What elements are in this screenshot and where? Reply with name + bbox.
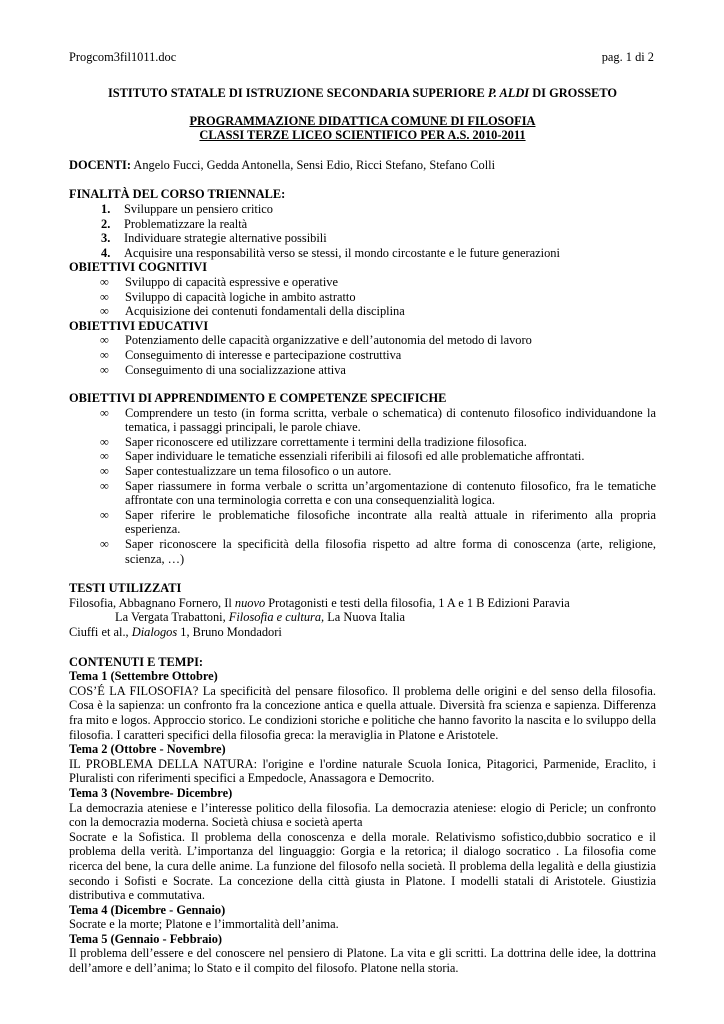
list-item: ∞ Sviluppo di capacità espressive e operative	[100, 274, 338, 289]
testi-line-3: Ciuffi et al., Dialogos 1, Bruno Mondadori	[69, 625, 282, 639]
list-item: ∞ Potenziamento delle capacità organizzative e dell’autonomia del metodo di lavoro	[100, 333, 532, 348]
school-heading: ISTITUTO STATALE DI ISTRUZIONE SECONDARIA SUPERIORE P. ALDI DI GROSSETO	[107, 86, 618, 100]
infinity-bullet-icon: ∞	[100, 333, 109, 348]
infinity-bullet-icon: ∞	[100, 507, 109, 522]
educativi-heading: OBIETTIVI EDUCATIVI	[69, 318, 209, 333]
list-item: 3. Individuare strategie alternative possibili	[101, 231, 327, 246]
infinity-bullet-icon: ∞	[100, 362, 109, 377]
list-item: ∞ Conseguimento di interesse e partecipazione costruttiva	[100, 347, 402, 362]
docenti-label: DOCENTI:	[69, 157, 131, 172]
title-line-2: CLASSI TERZE LICEO SCIENTIFICO PER A.S. 2010-2011	[199, 128, 526, 143]
tema-paragraph: IL PROBLEMA DELLA NATURA: l'origine e l'ordine naturale Scuola Ionica, Pitagorici, Parmenide, Eraclito, i Pluralisti con riferimenti specifici a Empedocle, Anassagora e Democrito.	[69, 756, 656, 786]
cognitivi-heading: OBIETTIVI COGNITIVI	[69, 260, 208, 275]
finalita-list	[69, 202, 656, 260]
infinity-bullet-icon: ∞	[100, 478, 109, 493]
tema-title: Tema 2 (Ottobre - Novembre)	[69, 742, 226, 757]
tema-title: Tema 3 (Novembre- Dicembre)	[69, 785, 233, 800]
list-item: 4. Acquisire una responsabilità verso se stessi, il mondo circostante e le future generazioni	[101, 245, 560, 260]
infinity-bullet-icon: ∞	[100, 405, 109, 420]
school-name: P. ALDI	[487, 86, 530, 100]
list-item: 1. Sviluppare un pensiero critico	[101, 201, 273, 216]
educativi-list	[69, 333, 656, 377]
title-line-1: PROGRAMMAZIONE DIDATTICA COMUNE DI FILOSOFIA	[189, 113, 536, 128]
document-body	[69, 86, 656, 976]
tema-title: Tema 5 (Gennaio - Febbraio)	[69, 931, 223, 946]
infinity-bullet-icon: ∞	[100, 289, 109, 304]
infinity-bullet-icon: ∞	[100, 464, 109, 479]
docenti-names: Angelo Fucci, Gedda Antonella, Sensi Edio, Ricci Stefano, Stefano Colli	[130, 157, 496, 172]
tema-paragraph: COS’É LA FILOSOFIA? La specificità del pensare filosofico. Il problema delle origini e del senso della filosofia. Cosa è la sapienza: un confronto fra la concezione antica e quella attuale. Diversità fra scienza e sapienza. Differenza fra mito e logos. Approccio storico. Le condizioni storiche e politiche che hanno favorito la nascita e lo sviluppo della filosofia. I caratteri specifici della filosofia greca: la meraviglia in Platone e Aristotele.	[69, 683, 656, 742]
list-item: 2. Problematizzare la realtà	[101, 216, 248, 231]
list-item: ∞ Saper contestualizzare un tema filosofico o un autore.	[100, 464, 392, 479]
list-item: ∞ Saper riconoscere ed utilizzare correttamente i termini della tradizione filosofica.	[100, 434, 527, 449]
apprendimento-heading: OBIETTIVI DI APPRENDIMENTO E COMPETENZE SPECIFICHE	[69, 391, 447, 406]
tema-title: Tema 4 (Dicembre - Gennaio)	[69, 902, 226, 917]
list-item: ∞ Saper riferire le problematiche filosofiche incontrate alla realtà attuale in riferimento alla propria esperienza.	[100, 507, 656, 537]
docenti	[69, 158, 656, 173]
list-item: ∞ Saper riassumere in forma verbale o scritta un’argomentazione di contenuto filosofico, fra le tematiche affrontate con una terminologia corretta e con una consequenzialità logica.	[100, 478, 656, 508]
infinity-bullet-icon: ∞	[100, 347, 109, 362]
infinity-bullet-icon: ∞	[100, 304, 109, 319]
testi-line-2: La Vergata Trabattoni, Filosofia e cultura, La Nuova Italia	[115, 610, 405, 625]
list-item: ∞ Saper riconoscere la specificità della filosofia rispetto ad altre forma di conoscenza (arte, religione, scienza, …)	[100, 537, 656, 566]
list-item: ∞ Conseguimento di una socializzazione attiva	[100, 362, 346, 377]
cognitivi-list	[69, 275, 656, 319]
header-page-number: pag. 1 di 2	[601, 50, 654, 64]
tema-title: Tema 1 (Settembre Ottobre)	[69, 669, 218, 684]
infinity-bullet-icon: ∞	[100, 449, 109, 464]
header-filename: Progcom3fil1011.doc	[69, 50, 177, 64]
list-item: ∞ Sviluppo di capacità logiche in ambito astratto	[100, 289, 356, 304]
testi-heading: TESTI UTILIZZATI	[69, 581, 182, 596]
list-item: ∞ Acquisizione dei contenuti fondamentali della disciplina	[100, 304, 405, 319]
infinity-bullet-icon: ∞	[100, 274, 109, 289]
infinity-bullet-icon: ∞	[100, 434, 109, 449]
list-item: ∞ Comprendere un testo (in forma scritta, verbale o schematica) di contenuto filosofico individuandone la tematica, i passaggi principali, le parole chiave.	[100, 405, 656, 435]
tema-paragraph: Il problema dell’essere e del conoscere nel pensiero di Platone. La vita e gli scritti. La dottrina delle idee, la dottrina dell’amore e dell’anima; lo Stato e il compito del filosofo. Platone nella storia.	[69, 946, 656, 976]
contenuti-heading: CONTENUTI E TEMPI:	[69, 654, 204, 669]
list-item: ∞ Saper individuare le tematiche essenziali riferibili ai filosofi ed alle problematiche affrontati.	[100, 449, 585, 464]
apprendimento-list	[69, 406, 656, 567]
tema-paragraph: Socrate e la Sofistica. Il problema della conoscenza e della morale. Relativismo sofistico,dubbio socratico e il problema della verità. L’importanza del linguaggio: Gorgia e la retorica; il dialogo socratico . La filosofia come ricerca del bene, la cura delle anime. La funzione del filosofo nella società. Il problema della legalità e della giustizia secondo i Sofisti e Socrate. La concezione della città giusta in Platone. I modelli statali di Aristotele. Giustizia distributiva e commutativa.	[69, 829, 656, 903]
testi-line-1: Filosofia, Abbagnano Fornero, Il nuovo Protagonisti e testi della filosofia, 1 A e 1 B Edizioni Paravia	[69, 595, 570, 610]
finalita-heading: FINALITÀ DEL CORSO TRIENNALE:	[69, 187, 286, 202]
tema-paragraph: La democrazia ateniese e l’interesse politico della filosofia. La democrazia ateniese: elogio di Pericle; un confronto con la democrazia moderna. Società chiusa e società aperta	[69, 800, 656, 830]
infinity-bullet-icon: ∞	[100, 537, 109, 552]
tema-paragraph: Socrate e la morte; Platone e l’immortalità dell’anima.	[69, 917, 339, 932]
